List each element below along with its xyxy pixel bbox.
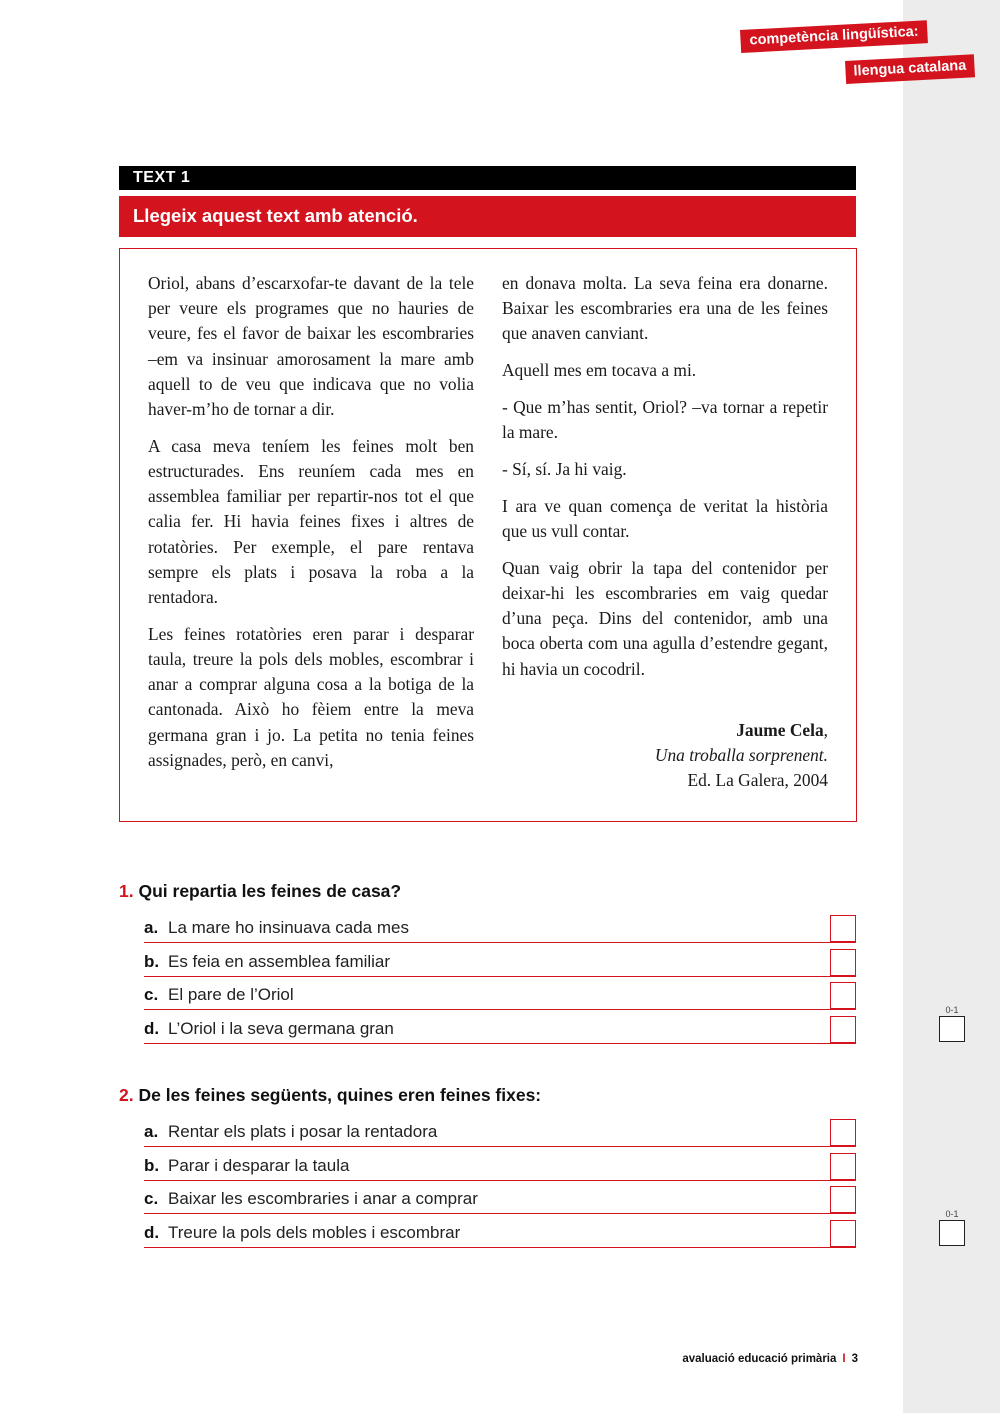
option-letter: d.	[144, 1223, 160, 1242]
option-letter: a.	[144, 1122, 159, 1141]
subject-tag-competence: competència lingüística:	[740, 20, 928, 53]
subject-tag-language: llengua catalana	[845, 54, 975, 84]
q2-score-box[interactable]	[939, 1220, 965, 1246]
passage-paragraph: Quan vaig obrir la tapa del contenidor per deixar-hi les escombraries em vaig quedar d’una peça. Dins del contenidor, amb una boca oberta com una agulla d’estendre gegant, hi havia un cocodril.	[502, 557, 828, 679]
page-footer	[600, 1353, 858, 1365]
q2-option-b	[144, 1154, 856, 1181]
question-text: De les feines següents, quines eren feines fixes:	[138, 1085, 542, 1105]
passage-paragraph: Aquell mes em tocava a mi.	[502, 360, 697, 381]
q1-option-b-checkbox[interactable]	[830, 949, 856, 976]
option-text: Rentar els plats i posar la rentadora	[168, 1122, 438, 1141]
q2-option-c	[144, 1187, 856, 1214]
footer-separator: I	[842, 1353, 846, 1365]
q1-option-a-checkbox[interactable]	[830, 915, 856, 942]
question-1	[119, 881, 401, 902]
page-number: 3	[851, 1353, 858, 1365]
option-text: Baixar les escombraries i anar a comprar	[168, 1189, 478, 1208]
attribution-author-suffix: ,	[823, 719, 828, 740]
text-section-label: TEXT 1	[119, 166, 856, 190]
passage-column-right	[502, 271, 828, 793]
attribution-edition: Ed. La Galera, 2004	[687, 770, 828, 791]
attribution-author-line	[502, 718, 828, 743]
footer-text: avaluació educació primària	[682, 1353, 837, 1365]
question-number: 2.	[119, 1085, 134, 1105]
passage-paragraph: en donava molta. La seva feina era donarne. Baixar les escombraries era una de les feines que anaven canviant.	[502, 273, 828, 344]
q1-score	[939, 1005, 965, 1042]
passage-paragraph: - Sí, sí. Ja hi vaig.	[502, 459, 627, 479]
attribution-work: Una troballa sorprenent.	[654, 745, 828, 766]
q1-option-d	[144, 1017, 856, 1044]
option-letter: c.	[144, 1189, 159, 1208]
reading-instruction: Llegeix aquest text amb atenció.	[119, 196, 856, 237]
q1-option-c-checkbox[interactable]	[830, 982, 856, 1009]
passage-paragraph: Oriol, abans d’escarxofar-te davant de la tele per veure els programes que no hauries de veure, fes el favor de baixar les escombraries –em va insinuar amorosament la mare amb aquell to de veu que indicava que no volia haver-m’ho de tornar a dir.	[148, 273, 474, 420]
question-2	[119, 1085, 541, 1106]
option-text: La mare ho insinuava cada mes	[168, 918, 409, 937]
q1-option-d-checkbox[interactable]	[830, 1016, 856, 1043]
q2-score	[939, 1209, 965, 1246]
option-letter: b.	[144, 952, 160, 971]
option-letter: c.	[144, 985, 159, 1004]
q2-option-a	[144, 1120, 856, 1147]
q2-option-c-checkbox[interactable]	[830, 1186, 856, 1213]
q2-option-a-checkbox[interactable]	[830, 1119, 856, 1146]
q2-option-d	[144, 1221, 856, 1248]
option-text: El pare de l’Oriol	[168, 985, 294, 1004]
passage-column-left	[148, 271, 474, 785]
score-label: 0-1	[945, 1005, 959, 1015]
passage-paragraph: A casa meva teníem les feines molt ben estructurades. Ens reuníem cada mes en assemblea familiar per repartir-nos tot el que calia fer. Hi havia feines fixes i altres de rotatòries. Per exemple, el pare rentava sempre els plats i posava la roba a la rentadora.	[148, 435, 474, 608]
passage-paragraph: Les feines rotatòries eren parar i desparar taula, treure la pols dels mobles, escombrar i anar a comprar alguna cosa a la botiga de la cantonada. Això ho fèiem entre la meva germana gran i jo. La petita no tenia feines assignades, però, en canvi,	[148, 623, 474, 770]
passage-attribution	[502, 718, 828, 794]
option-text: Es feia en assemblea familiar	[168, 952, 391, 971]
q1-option-c	[144, 983, 856, 1010]
option-text: Treure la pols dels mobles i escombrar	[168, 1223, 461, 1242]
attribution-author: Jaume Cela	[736, 719, 824, 740]
q1-option-a	[144, 916, 856, 943]
option-letter: b.	[144, 1156, 160, 1175]
q2-option-d-checkbox[interactable]	[830, 1220, 856, 1247]
q2-option-b-checkbox[interactable]	[830, 1153, 856, 1180]
option-letter: a.	[144, 918, 159, 937]
passage-paragraph: I ara ve quan comença de veritat la història que us vull contar.	[502, 495, 828, 541]
question-number: 1.	[119, 881, 134, 901]
option-text: Parar i desparar la taula	[168, 1156, 350, 1175]
passage-paragraph: - Que m’has sentit, Oriol? –va tornar a repetir la mare.	[502, 397, 828, 443]
score-margin-strip	[903, 0, 1000, 1413]
score-label: 0-1	[945, 1209, 959, 1219]
option-letter: d.	[144, 1019, 160, 1038]
option-text: L’Oriol i la seva germana gran	[168, 1019, 394, 1038]
q1-option-b	[144, 950, 856, 977]
q1-score-box[interactable]	[939, 1016, 965, 1042]
reading-passage-box	[119, 248, 857, 822]
question-text: Qui repartia les feines de casa?	[138, 881, 402, 901]
